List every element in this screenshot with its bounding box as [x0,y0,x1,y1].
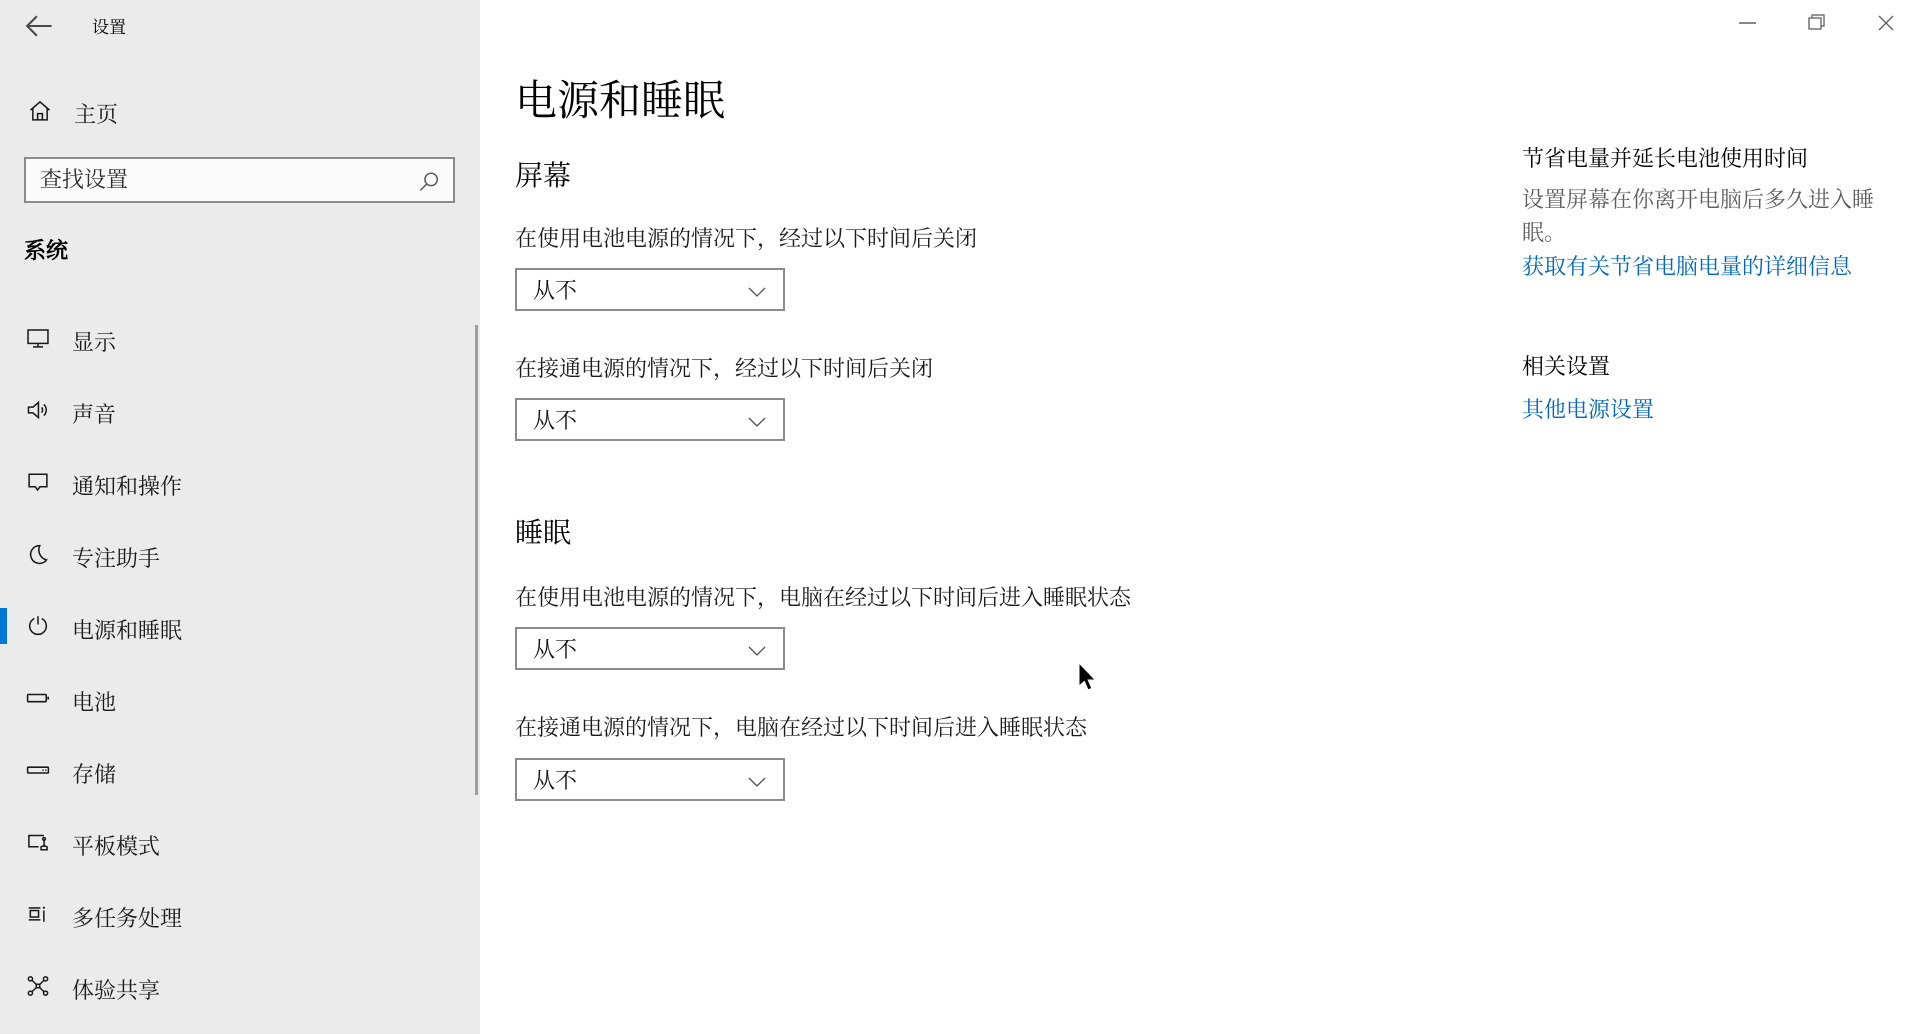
close-button[interactable] [1851,0,1920,45]
search-icon[interactable] [415,168,443,196]
sidebar-item-label: 专注助手 [72,546,161,571]
search-input[interactable] [26,159,453,201]
setting-label-screen-plugged: 在接通电源的情况下，经过以下时间后关闭 [515,356,934,381]
sidebar-item-label: 多任务处理 [72,906,183,931]
storage-icon [25,757,51,783]
combobox-value: 从不 [533,278,578,303]
sidebar-item-label: 声音 [72,402,117,427]
sleep-plugged-timeout-combobox[interactable] [515,758,785,801]
main-content [515,0,1295,1034]
screen-battery-timeout-combobox[interactable] [515,268,785,311]
sidebar-item-label: 存储 [72,762,117,787]
sound-icon [25,397,51,423]
power-icon [25,613,51,639]
section-heading-sleep: 睡眠 [515,517,572,548]
sidebar-item-label: 显示 [72,330,117,355]
sidebar-scrollbar[interactable] [475,325,478,795]
combobox-value: 从不 [533,408,578,433]
section-heading-screen: 屏幕 [515,160,572,191]
back-arrow-icon [22,12,62,40]
sidebar-item-multitasking[interactable] [0,896,480,932]
restore-button[interactable] [1782,0,1851,45]
sidebar [0,0,480,1034]
sleep-battery-timeout-combobox[interactable] [515,627,785,670]
notifications-icon [25,469,51,495]
setting-label-screen-battery: 在使用电池电源的情况下，经过以下时间后关闭 [515,226,978,251]
sidebar-item-label: 体验共享 [72,978,161,1003]
multitasking-icon [25,901,51,927]
combobox-value: 从不 [533,637,578,662]
sidebar-item-shared-experiences[interactable] [0,968,480,1004]
sidebar-item-label: 通知和操作 [72,474,183,499]
sidebar-group-system: 系统 [24,238,69,263]
sidebar-item-label: 电池 [72,690,117,715]
sidebar-item-storage[interactable] [0,752,480,788]
sidebar-nav [0,320,480,1034]
page-title: 电源和睡眠 [515,77,726,124]
sidebar-item-label: 主页 [74,102,119,127]
chevron-down-icon [748,777,766,787]
sidebar-item-label: 电源和睡眠 [72,618,183,643]
app-title: 设置 [92,18,126,37]
minimize-button[interactable] [1713,0,1782,45]
sidebar-item-label: 平板模式 [72,834,161,859]
restore-icon [1808,14,1826,31]
setting-label-sleep-battery: 在使用电池电源的情况下，电脑在经过以下时间后进入睡眠状态 [515,585,1132,610]
display-icon [25,325,51,351]
focus-assist-icon [25,541,51,567]
related-settings-title: 相关设置 [1522,354,1611,379]
minimize-icon [1739,22,1756,24]
sidebar-item-sound[interactable] [0,392,480,428]
sidebar-item-home[interactable] [0,90,480,132]
home-icon [27,98,53,124]
chevron-down-icon [748,646,766,656]
battery-saving-info-link[interactable]: 获取有关节省电脑电量的详细信息 [1522,254,1853,279]
chevron-down-icon [748,287,766,297]
sidebar-item-battery[interactable] [0,680,480,716]
search-box [24,157,455,203]
tip-body: 设置屏幕在你离开电脑后多久进入睡眠。 [1522,187,1875,245]
window-controls [1713,0,1920,45]
sidebar-item-display[interactable] [0,320,480,356]
sidebar-item-focus-assist[interactable] [0,536,480,572]
screen-plugged-timeout-combobox[interactable] [515,398,785,441]
back-button[interactable] [22,10,62,42]
tablet-mode-icon [25,829,51,855]
additional-power-settings-link[interactable]: 其他电源设置 [1522,397,1655,422]
combobox-value: 从不 [533,768,578,793]
shared-experiences-icon [25,973,51,999]
chevron-down-icon [748,417,766,427]
setting-label-sleep-plugged: 在接通电源的情况下，电脑在经过以下时间后进入睡眠状态 [515,715,1088,740]
tip-title: 节省电量并延长电池使用时间 [1522,146,1809,171]
close-icon [1878,15,1894,31]
sidebar-item-notifications[interactable] [0,464,480,500]
battery-icon [25,685,51,711]
sidebar-item-power-sleep[interactable] [0,608,480,644]
sidebar-item-tablet-mode[interactable] [0,824,480,860]
